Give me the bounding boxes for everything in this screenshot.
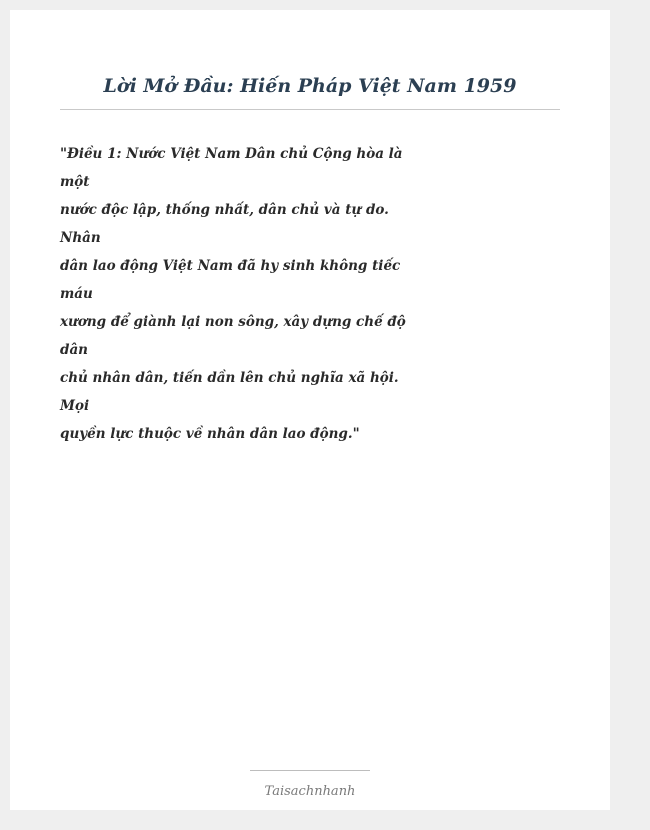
body-line: Mọi	[60, 398, 90, 414]
document-body	[60, 140, 406, 448]
body-line: chủ nhân dân, tiến dần lên chủ nghĩa xã hội.	[60, 370, 399, 386]
title-divider	[60, 109, 560, 110]
body-line: xương để giành lại non sông, xây dựng chế độ	[60, 314, 406, 330]
body-line: Nhân	[60, 230, 101, 246]
footer-divider	[250, 770, 370, 771]
document-page	[10, 10, 610, 810]
body-line: dân	[60, 342, 89, 358]
body-line: nước độc lập, thống nhất, dân chủ và tự do.	[60, 202, 389, 218]
footer-brand: Taisachnhanh	[264, 784, 356, 799]
body-line: máu	[60, 286, 93, 302]
body-line: "Điều 1: Nước Việt Nam Dân chủ Cộng hòa là	[60, 146, 403, 162]
body-line: dân lao động Việt Nam đã hy sinh không tiếc	[60, 258, 401, 274]
body-line: một	[60, 174, 90, 190]
page-title: Lời Mở Đầu: Hiến Pháp Việt Nam 1959	[103, 75, 517, 97]
body-line: quyền lực thuộc về nhân dân lao động."	[60, 426, 360, 442]
